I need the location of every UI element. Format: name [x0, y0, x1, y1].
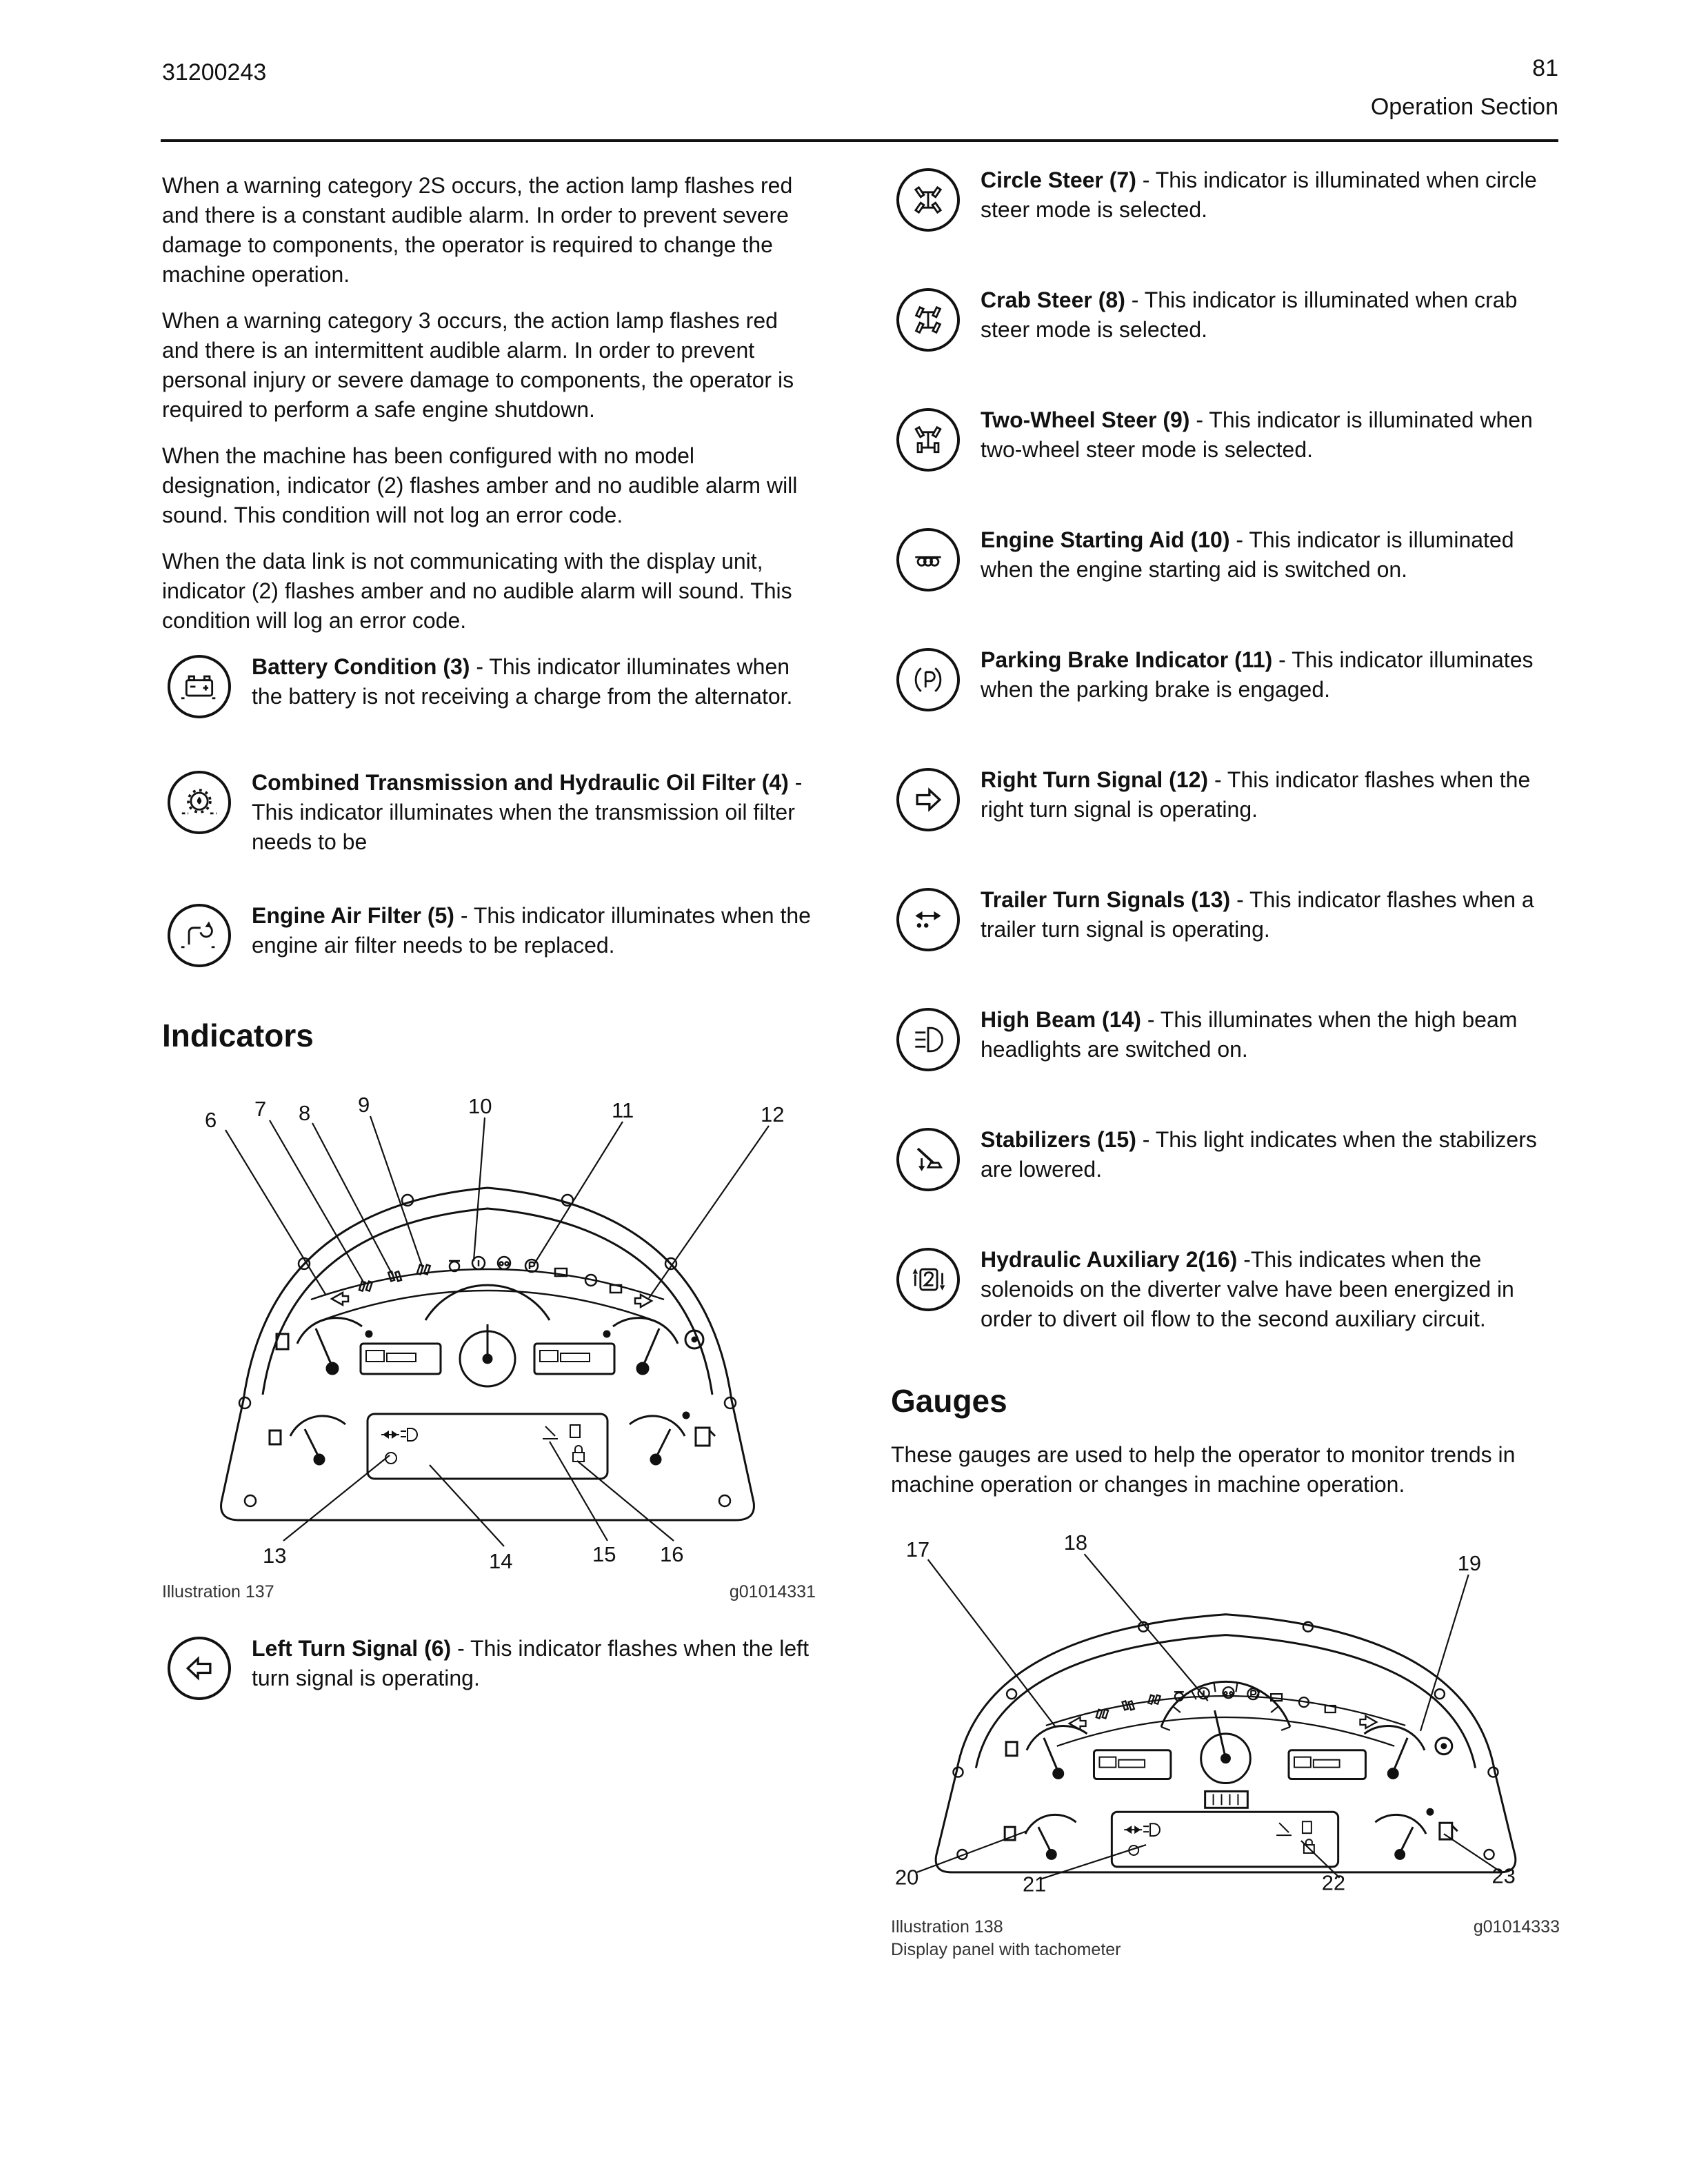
indicator-title: Engine Air Filter (5) [252, 903, 454, 928]
gauges-heading: Gauges [891, 1383, 1007, 1419]
indicator-body: - This indicator flashes when the right turn signal is operating. [981, 767, 1531, 822]
indicator-text [891, 765, 1560, 825]
svg-text:14: 14 [489, 1549, 513, 1573]
indicator-title: Engine Starting Aid (10) [981, 527, 1230, 552]
indicator-text [891, 645, 1560, 705]
hydraulic-auxiliary-2-icon [896, 1248, 960, 1311]
indicator-title: Stabilizers (15) [981, 1127, 1136, 1152]
parking-brake-icon [896, 648, 960, 711]
crab-steer-icon [896, 288, 960, 352]
indicator-item-parking-brake [891, 645, 1560, 717]
indicator-text [162, 901, 816, 960]
two-wheel-steer-icon [896, 408, 960, 472]
left-turn-icon [168, 1637, 231, 1700]
indicator-item-battery [162, 652, 816, 724]
indicator-body: - This indicator illuminates when the engine air filter needs to be replaced. [252, 903, 811, 958]
document-number: 31200243 [162, 59, 267, 85]
bottom-panel-icons [381, 1425, 584, 1464]
illustration-caption [162, 1582, 816, 1602]
indicator-title: Two-Wheel Steer (9) [981, 407, 1190, 432]
callout-numbers [895, 1530, 1516, 1896]
svg-text:9: 9 [358, 1093, 370, 1117]
svg-text:20: 20 [894, 1865, 919, 1890]
paragraph-warning-3: When a warning category 3 occurs, the action lamp flashes red and there is an intermittent audible alarm. In order to prevent personal injury or severe damage to components, the operator is required to perform a safe engine shutdown. [162, 308, 794, 422]
gauges-cluster [1005, 1726, 1458, 1866]
svg-text:18: 18 [1063, 1530, 1088, 1555]
svg-text:19: 19 [1457, 1551, 1482, 1576]
indicator-item-trailer-turn [891, 885, 1560, 957]
indicator-text [891, 405, 1560, 465]
svg-text:23: 23 [1491, 1863, 1516, 1888]
indicator-body: - This indicator is illuminated when two-wheel steer mode is selected. [981, 407, 1533, 462]
paragraph-warning-2s: When a warning category 2S occurs, the action lamp flashes red and there is a constant audible alarm. In order to prevent severe damage to components, the operator is required to change the machine operation. [162, 173, 793, 287]
indicator-item-right-turn [891, 765, 1560, 837]
illustration-137 [162, 1091, 816, 1602]
indicator-title: Left Turn Signal (6) [252, 1636, 452, 1661]
header-rule [161, 139, 1558, 142]
indicator-title: Battery Condition (3) [252, 654, 470, 679]
instrument-panel-tachometer-drawing [891, 1523, 1560, 1909]
transmission-hydraulic-oil-filter-icon [168, 771, 231, 834]
indicator-item-oil-filter [162, 768, 816, 857]
indicator-body: - This light indicates when the stabilizers are lowered. [981, 1127, 1537, 1182]
indicator-text [162, 652, 816, 711]
indicator-title: Combined Transmission and Hydraulic Oil Filter (4) [252, 770, 789, 795]
indicator-body: - This indicator illuminates when the battery is not receiving a charge from the alternator. [252, 654, 793, 709]
indicator-title: Parking Brake Indicator (11) [981, 647, 1273, 672]
gauges-paragraph: These gauges are used to help the operator to monitor trends in machine operation or changes in machine operation. [891, 1442, 1516, 1497]
indicator-text [891, 165, 1560, 225]
indicator-icon-strip [311, 1257, 664, 1320]
indicator-title: Right Turn Signal (12) [981, 767, 1209, 792]
indicator-body: - This indicator flashes when the left turn signal is operating. [252, 1636, 809, 1690]
svg-text:10: 10 [468, 1094, 492, 1118]
trailer-turn-signals-icon [896, 888, 960, 951]
indicator-text [891, 1005, 1560, 1064]
indicator-item-high-beam [891, 1005, 1560, 1077]
illustration-code: g01014333 [1473, 1917, 1560, 1937]
circle-steer-icon [896, 168, 960, 232]
svg-text:8: 8 [299, 1101, 311, 1125]
indicator-icon-strip [1046, 1687, 1405, 1746]
illustration-code: g01014331 [729, 1582, 816, 1601]
engine-starting-aid-icon [896, 528, 960, 592]
indicator-text [162, 1634, 816, 1693]
left-column [162, 171, 816, 1750]
callout-lines [225, 1116, 769, 1546]
high-beam-icon [896, 1008, 960, 1071]
svg-text:7: 7 [254, 1097, 267, 1121]
svg-text:13: 13 [263, 1544, 287, 1568]
indicator-item-left-turn [162, 1634, 816, 1706]
indicator-text [891, 525, 1560, 585]
indicator-item-stabilizers [891, 1125, 1560, 1197]
indicator-body: - This indicator is illuminated when circle steer mode is selected. [981, 168, 1537, 222]
indicator-body: - This indicator is illuminated when the engine starting aid is switched on. [981, 527, 1514, 582]
indicator-item-engine-starting-aid [891, 525, 1560, 597]
paragraph-data-link: When the data link is not communicating with the display unit, indicator (2) flashes amber and no audible alarm will sound. This condition will log an error code. [162, 549, 792, 633]
svg-text:12: 12 [761, 1102, 785, 1126]
illustration-subcaption: Display panel with tachometer [891, 1940, 1121, 1959]
instrument-panel-drawing [162, 1091, 814, 1574]
illustration-caption [891, 1917, 1560, 1937]
indicator-item-circle-steer [891, 165, 1560, 237]
indicator-body: - This indicator illuminates when the transmission oil filter needs to be [252, 770, 803, 854]
indicator-title: Crab Steer (8) [981, 287, 1125, 312]
bottom-panel-icons [1124, 1821, 1314, 1855]
right-column [891, 165, 1560, 1960]
indicator-text [162, 768, 816, 857]
indicator-item-two-wheel-steer [891, 405, 1560, 477]
svg-text:11: 11 [612, 1098, 634, 1122]
svg-text:17: 17 [905, 1537, 930, 1562]
indicator-item-crab-steer [891, 285, 1560, 357]
indicator-body: - This indicator is illuminated when crab steer mode is selected. [981, 287, 1518, 342]
indicator-item-hydraulic-aux-2 [891, 1245, 1560, 1334]
stabilizers-icon [896, 1128, 960, 1191]
indicator-body: - This illuminates when the high beam headlights are switched on. [981, 1007, 1518, 1062]
battery-icon [168, 655, 231, 718]
indicator-text [891, 885, 1560, 944]
indicator-title: Trailer Turn Signals (13) [981, 887, 1231, 912]
right-turn-icon [896, 768, 960, 831]
svg-text:6: 6 [205, 1108, 217, 1132]
page-number: 81 [1532, 55, 1558, 81]
indicator-text [891, 285, 1560, 345]
paragraph-no-model: When the machine has been configured with no model designation, indicator (2) flashes amber and no audible alarm will sound. This condition will not log an error code. [162, 443, 798, 527]
svg-text:16: 16 [660, 1542, 684, 1566]
indicator-body: - This indicator illuminates when the parking brake is engaged. [981, 647, 1534, 702]
indicator-title: Hydraulic Auxiliary 2(16) [981, 1247, 1238, 1272]
svg-text:21: 21 [1023, 1872, 1047, 1897]
indicator-text [891, 1245, 1560, 1334]
illustration-138 [891, 1523, 1560, 1960]
indicator-body: -This indicates when the solenoids on the diverter valve have been energized in order to divert oil flow to the second auxiliary circuit. [981, 1247, 1514, 1331]
section-title: Operation Section [1370, 94, 1558, 120]
indicator-title: Circle Steer (7) [981, 168, 1136, 192]
mounting-holes [954, 1622, 1498, 1859]
indicator-body: - This indicator flashes when a trailer turn signal is operating. [981, 887, 1534, 942]
engine-air-filter-icon [168, 904, 231, 967]
gauges-cluster [270, 1285, 715, 1479]
svg-text:22: 22 [1321, 1870, 1346, 1895]
panel-outline [936, 1615, 1516, 1872]
illustration-label: Illustration 138 [891, 1917, 1003, 1937]
indicator-title: High Beam (14) [981, 1007, 1141, 1032]
indicator-text [891, 1125, 1560, 1184]
svg-text:15: 15 [592, 1542, 616, 1566]
indicators-heading: Indicators [162, 1018, 314, 1053]
indicator-item-air-filter [162, 901, 816, 973]
illustration-label: Illustration 137 [162, 1582, 274, 1601]
